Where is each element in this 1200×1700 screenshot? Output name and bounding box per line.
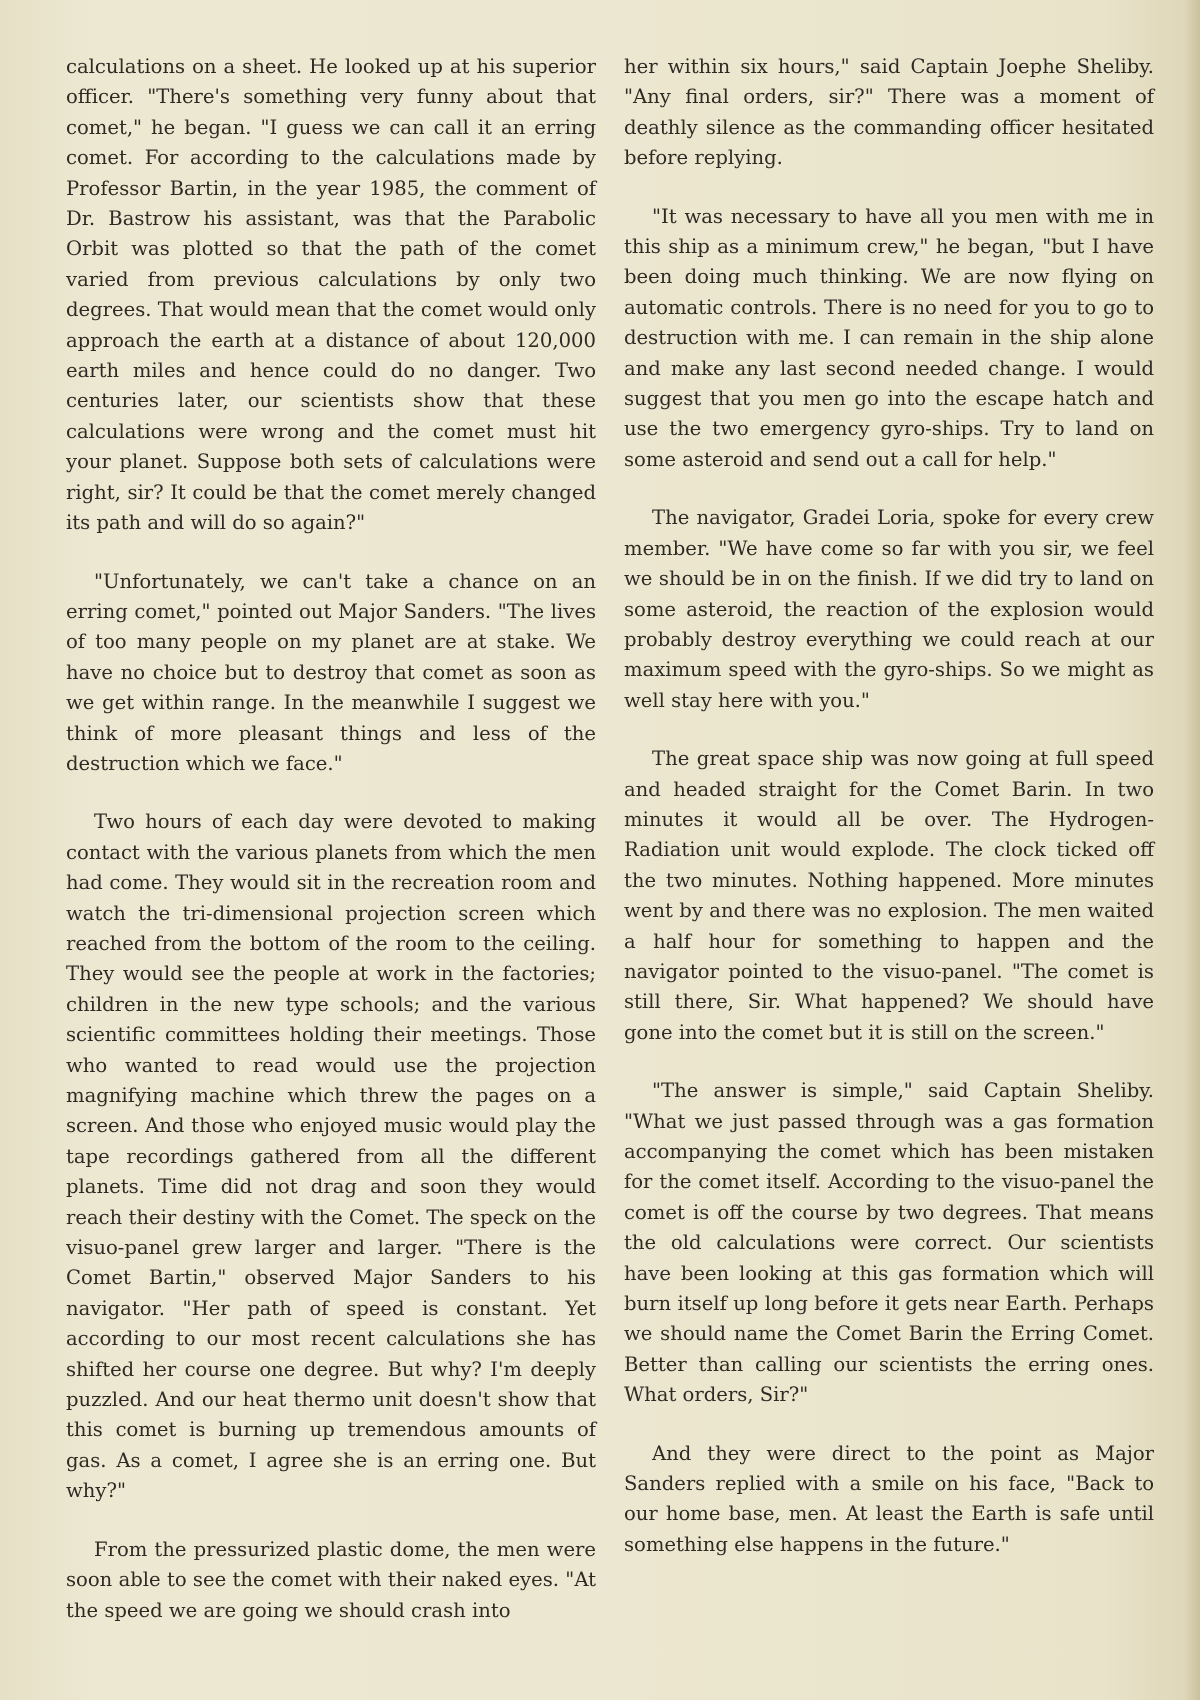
left-text-column — [66, 52, 596, 1654]
story-paragraph: her within six hours," said Captain Joephe Sheliby. "Any final orders, sir?" There was a moment of deathly silence as the commanding officer hesitated before replying. — [624, 55, 1154, 170]
story-paragraph: And they were direct to the point as Major Sanders replied with a smile on his face, "Back to our home base, men. At least the Earth is safe until something else happens in the future." — [624, 1441, 1154, 1556]
story-paragraph: The great space ship was now going at full speed and headed straight for the Comet Barin. In two minutes it would all be over. The Hydrogen-Radiation unit would explode. The clock ticked off the two minutes. Nothing happened. More minutes went by and there was no explosion. The men waited a half hour for something to happen and the navigator pointed to the visuo-panel. "The comet is still there, Sir. What happened? We should have gone into the comet but it is still on the screen." — [624, 747, 1154, 1044]
story-paragraph: From the pressurized plastic dome, the men were soon able to see the comet with their naked eyes. "At the speed we are going we should crash into — [66, 1537, 596, 1622]
story-paragraph: "The answer is simple," said Captain Sheliby. "What we just passed through was a gas formation accompanying the comet which has been mistaken for the comet itself. According to the visuo-panel the comet is off the course by two degrees. That means the old calculations were correct. Our scientists have been looking at this gas formation which will burn itself up long before it gets near Earth. Perhaps we should name the Comet Barin the Erring Comet. Better than calling our scientists the erring ones. What orders, Sir?" — [624, 1079, 1154, 1407]
story-paragraph: Two hours of each day were devoted to making contact with the various planets from which the men had come. They would sit in the recreation room and watch the tri-dimensional projection screen which reached from the bottom of the room to the ceiling. They would see the people at work in the factories; children in the new type schools; and the various scientific committees holding their meetings. Those who wanted to read would use the projection magnifying machine which threw the pages on a screen. And those who enjoyed music would play the tape recordings gathered from all the different planets. Time did not drag and soon they would reach their destiny with the Comet. The speck on the visuo-panel grew larger and larger. "There is the Comet Bartin," observed Major Sanders to his navigator. "Her path of speed is constant. Yet according to our most recent calculations she has shifted her course one degree. But why? I'm deeply puzzled. And our heat thermo unit doesn't show that this comet is burning up tremendous amounts of gas. As a comet, I agree she is an erring one. But why?" — [66, 810, 596, 1503]
story-paragraph: "Unfortunately, we can't take a chance on an erring comet," pointed out Major Sanders. "The lives of too many people on my planet are at stake. We have no choice but to destroy that comet as soon as we get within range. In the meanwhile I suggest we think of more pleasant things and less of the destruction which we face." — [66, 569, 596, 775]
story-paragraph: calculations on a sheet. He looked up at his superior officer. "There's something very funny about that comet," he began. "I guess we can call it an erring comet. For according to the calculations made by Professor Bartin, in the year 1985, the comment of Dr. Bastrow his assistant, was that the Parabolic Orbit was plotted so that the path of the comet varied from previous calculations by only two degrees. That would mean that the comet would only approach the earth at a distance of about 120,000 earth miles and hence could do no danger. Two centuries later, our scientists show that these calculations were wrong and the comet must hit your planet. Suppose both sets of calculations were right, sir? It could be that the comet merely changed its path and will do so again?" — [66, 55, 596, 535]
right-text-column — [624, 52, 1154, 1588]
story-paragraph: The navigator, Gradei Loria, spoke for every crew member. "We have come so far with you sir, we feel we should be in on the finish. If we did try to land on some asteroid, the reaction of the explosion would probably destroy everything we could reach at our maximum speed with the gyro-ships. So we might as well stay here with you." — [624, 506, 1154, 712]
story-paragraph: "It was necessary to have all you men with me in this ship as a minimum crew," he began, "but I have been doing much thinking. We are now flying on automatic controls. There is no need for you to go to destruction with me. I can remain in the ship alone and make any last second needed change. I would suggest that you men go into the escape hatch and use the two emergency gyro-ships. Try to land on some asteroid and send out a call for help." — [624, 204, 1154, 471]
